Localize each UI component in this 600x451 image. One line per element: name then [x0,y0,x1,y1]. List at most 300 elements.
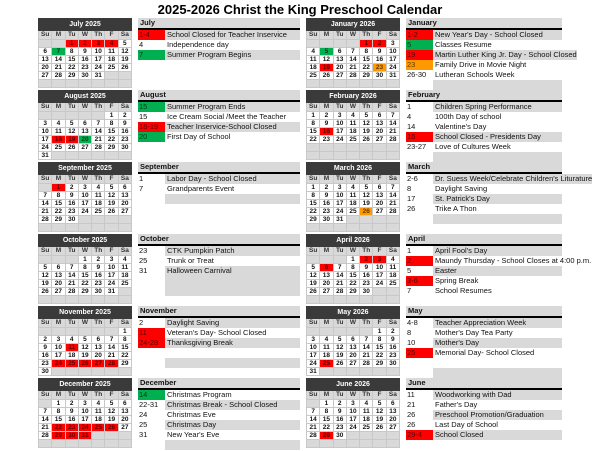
calendar-day-cell: 3 [333,112,346,120]
event-date [138,358,165,368]
event-description: First Day of School [167,132,231,141]
event-date: 29-4 [406,430,433,440]
calendar-day-cell: 7 [386,184,399,192]
calendar-day-cell [360,432,373,440]
event-list-title: September [138,162,300,174]
calendar-month-title: July 2025 [39,19,132,31]
calendar-day-cell: 6 [346,336,359,344]
calendar-day-cell: 2 [360,256,373,264]
calendar-header-row [307,379,400,391]
event-description [165,348,300,358]
calendar-day-cell: 1 [373,328,386,336]
calendar-day-cell: 15 [118,344,131,352]
calendar-header-row [307,19,400,31]
calendar-day-cell: 13 [78,128,91,136]
calendar-day-cell: 30 [65,432,78,440]
event-date: 22-31 [139,400,159,409]
event-date: 14 [407,122,416,131]
calendar-day-cell: 10 [78,192,91,200]
weekday-label: M [52,175,65,184]
calendar-day-cell [373,368,386,376]
calendar-day-cell: 11 [118,264,131,272]
calendar-day-cell: 7 [52,48,65,56]
calendar-week-row [307,352,400,360]
calendar-day-cell [360,440,373,448]
calendar-day-cell: 27 [333,72,346,80]
calendar-day-cell [333,368,346,376]
calendar-week-row [307,344,400,352]
event-description: Grandparents Event [167,184,235,193]
calendar-day-cell [346,152,359,160]
calendar-day-cell: 7 [307,408,320,416]
calendar-day-cell: 8 [78,264,91,272]
calendar-day-cell [320,328,333,336]
weekday-label: Sa [386,391,399,400]
calendar-week-row [39,432,132,440]
event-list-title: August [138,90,300,102]
calendar-day-cell: 24 [373,280,386,288]
calendar-week-row [307,424,400,432]
calendar-month-title: March 2026 [307,163,400,175]
calendar-week-row [307,40,400,48]
calendar-day-cell: 21 [39,208,52,216]
calendar-day-cell: 23 [65,424,78,432]
calendar-week-row [39,328,132,336]
weekday-label: Su [307,247,320,256]
calendar-day-cell: 2 [320,184,333,192]
calendar-day-cell [386,296,399,304]
event-description: Lutheran Schools Week [435,70,515,79]
event-row [138,390,300,400]
calendar-day-cell: 31 [105,288,118,296]
calendar-day-cell: 13 [386,408,399,416]
weekday-header-row [39,103,132,112]
calendar-day-cell: 30 [360,288,373,296]
weekday-label: Su [39,103,52,112]
calendar-day-cell [39,224,52,232]
weekday-label: Th [360,247,373,256]
calendar-day-cell: 26 [105,208,118,216]
calendar-day-cell: 16 [373,56,386,64]
calendar-day-cell: 12 [373,408,386,416]
calendar-day-cell [346,144,359,152]
calendar-month-title: April 2026 [307,235,400,247]
calendar-day-cell: 17 [333,200,346,208]
calendar-header-row [39,307,132,319]
calendar-day-cell [333,256,346,264]
calendar-day-cell: 1 [307,184,320,192]
event-list-april [406,234,592,304]
event-date: 26-30 [407,70,427,79]
calendar-day-cell: 24 [333,136,346,144]
event-row [138,112,300,122]
calendar-day-cell [118,288,131,296]
calendar-day-cell: 14 [92,128,105,136]
calendar-day-cell: 18 [118,272,131,280]
calendar-day-cell: 14 [386,120,399,128]
calendar-day-cell: 26 [360,208,373,216]
calendar-day-cell: 10 [52,344,65,352]
event-list-title: December [138,378,300,390]
weekday-label: Su [39,247,52,256]
calendar-day-cell: 24 [105,280,118,288]
event-description: Summer Program Ends [165,102,300,112]
weekday-label: F [105,391,118,400]
calendar-day-cell: 11 [307,56,320,64]
month-block-december [38,378,300,448]
event-date [138,440,165,450]
calendar-day-cell [386,432,399,440]
calendar-week-row [39,56,132,64]
calendar-day-cell: 15 [320,416,333,424]
weekday-label: M [52,103,65,112]
calendar-day-cell [105,224,118,232]
calendar-day-cell [307,144,320,152]
mini-calendar-april [306,234,400,304]
calendar-day-cell: 10 [307,344,320,352]
calendar-day-cell: 4 [346,184,359,192]
weekday-label: M [320,31,333,40]
calendar-day-cell: 21 [333,280,346,288]
calendar-week-row [307,360,400,368]
calendar-day-cell [373,288,386,296]
event-date: 7 [138,50,165,60]
calendar-day-cell: 12 [118,48,131,56]
calendar-week-row [39,120,132,128]
calendar-day-cell: 14 [346,56,359,64]
event-row [406,122,562,132]
event-description [165,358,300,368]
calendar-day-cell: 9 [360,264,373,272]
calendar-day-cell: 9 [39,344,52,352]
weekday-label: Su [39,175,52,184]
calendar-day-cell: 5 [360,184,373,192]
calendar-day-cell: 11 [65,344,78,352]
event-description [433,80,562,90]
calendar-day-cell: 9 [78,48,91,56]
calendar-day-cell: 26 [105,424,118,432]
event-list-february [406,90,562,160]
calendar-month-title: June 2026 [307,379,400,391]
calendar-day-cell: 30 [386,360,399,368]
calendar-day-cell [78,440,91,448]
calendar-day-cell: 6 [373,112,386,120]
calendar-day-cell [78,80,91,88]
calendar-day-cell: 11 [346,192,359,200]
mini-calendar-september [38,162,132,232]
calendar-day-cell: 15 [307,128,320,136]
calendar-day-cell: 5 [360,112,373,120]
event-list-title: June [406,378,562,390]
event-row [406,400,562,410]
calendar-month-title: September 2025 [39,163,132,175]
event-row [406,30,562,40]
calendar-week-row [307,72,400,80]
weekday-label: W [346,31,359,40]
calendar-day-cell [333,144,346,152]
calendar-week-row [307,224,400,232]
calendar-week-row [39,80,132,88]
weekday-label: W [346,175,359,184]
calendar-week-row [307,152,400,160]
calendar-day-cell: 15 [52,416,65,424]
calendar-day-cell: 21 [386,128,399,136]
calendar-day-cell: 7 [39,408,52,416]
event-list-december [138,378,300,448]
calendar-day-cell: 14 [65,272,78,280]
event-list-september [138,162,300,232]
calendar-day-cell [92,80,105,88]
event-description: St. Patrick's Day [433,194,562,204]
calendar-day-cell: 1 [52,184,65,192]
weekday-label: Tu [333,175,346,184]
calendar-header-row [307,235,400,247]
event-description: Daylight Saving [165,318,300,328]
event-row [138,328,300,338]
calendar-day-cell: 2 [78,40,91,48]
event-description: Labor Day - School Closed [165,174,300,184]
calendar-day-cell [307,440,320,448]
month-block-april [306,234,598,304]
calendar-day-cell [373,216,386,224]
calendar-day-cell [105,328,118,336]
calendar-day-cell [346,296,359,304]
weekday-label: Th [360,103,373,112]
weekday-header-row [39,391,132,400]
weekday-label: Tu [65,103,78,112]
calendar-day-cell [92,152,105,160]
mini-calendar-may [306,306,400,376]
calendar-day-cell: 18 [65,352,78,360]
weekday-label: W [78,247,91,256]
calendar-day-cell: 25 [320,360,333,368]
weekday-label: Tu [65,247,78,256]
calendar-day-cell: 7 [333,264,346,272]
calendar-day-cell: 17 [333,128,346,136]
calendar-week-row [307,280,400,288]
month-block-march [306,162,598,232]
calendar-day-cell [105,440,118,448]
calendar-week-row [307,80,400,88]
calendar-day-cell: 3 [386,40,399,48]
calendar-day-cell [360,216,373,224]
calendar-week-row [39,344,132,352]
event-date: 2-6 [407,174,418,183]
event-date [406,358,433,368]
calendar-day-cell: 15 [346,272,359,280]
calendar-day-cell: 2 [333,400,346,408]
calendar-day-cell [320,144,333,152]
calendar-day-cell: 3 [333,184,346,192]
event-row [406,266,562,276]
event-row [406,132,562,142]
mini-calendar-october [38,234,132,304]
calendar-day-cell: 8 [307,120,320,128]
calendar-day-cell [360,144,373,152]
calendar-day-cell: 22 [65,64,78,72]
event-row [138,102,300,112]
mini-calendar-july [38,18,132,88]
weekday-label: Tu [333,31,346,40]
calendar-day-cell: 19 [39,280,52,288]
calendar-day-cell: 19 [320,64,333,72]
event-date: 5 [406,40,433,50]
calendar-day-cell: 3 [346,400,359,408]
calendar-day-cell: 8 [105,120,118,128]
calendar-day-cell: 6 [386,400,399,408]
calendar-day-cell: 17 [78,200,91,208]
event-description: Dr. Suess Week/Celebrate Children's Liturature [435,174,593,183]
calendar-day-cell: 5 [118,40,131,48]
calendar-day-cell [78,328,91,336]
calendar-day-cell: 17 [386,56,399,64]
event-description: Teacher Inservice-School Closed [165,122,300,132]
event-row [138,132,300,142]
calendar-day-cell: 24 [92,64,105,72]
event-row [138,420,300,430]
calendar-day-cell [118,72,131,80]
calendar-day-cell: 14 [360,344,373,352]
calendar-week-row [307,328,400,336]
calendar-day-cell: 10 [333,192,346,200]
weekday-label: Sa [386,319,399,328]
calendar-day-cell: 17 [373,272,386,280]
calendar-day-cell: 8 [65,48,78,56]
month-block-november [38,306,300,376]
weekday-label: Th [92,175,105,184]
calendar-day-cell [307,256,320,264]
calendar-day-cell: 9 [320,120,333,128]
calendar-week-row [39,144,132,152]
event-description: Trike A Thon [435,204,477,213]
calendar-day-cell: 5 [105,184,118,192]
calendar-day-cell: 1 [360,40,373,48]
calendar-day-cell [92,368,105,376]
calendar-day-cell: 15 [65,56,78,64]
calendar-day-cell: 3 [105,256,118,264]
calendar-day-cell: 19 [333,352,346,360]
weekday-label: Su [307,175,320,184]
weekday-label: F [105,319,118,328]
calendar-day-cell [52,152,65,160]
calendar-day-cell: 25 [92,424,105,432]
weekday-label: Th [92,31,105,40]
calendar-day-cell: 4 [65,336,78,344]
event-row [138,122,300,132]
left-column [38,18,300,450]
event-list-title: October [138,234,300,246]
calendar-day-cell: 12 [105,192,118,200]
calendar-day-cell [92,112,105,120]
event-date [138,348,165,358]
weekday-label: F [373,175,386,184]
event-row [138,440,300,450]
weekday-label: Th [92,103,105,112]
calendar-day-cell [52,80,65,88]
calendar-day-cell: 8 [346,264,359,272]
weekday-label: Sa [118,391,131,400]
calendar-day-cell: 17 [307,352,320,360]
calendar-day-cell: 28 [92,144,105,152]
calendar-day-cell: 5 [333,336,346,344]
calendar-day-cell: 19 [118,56,131,64]
weekday-label: M [52,319,65,328]
weekday-label: Sa [386,175,399,184]
calendar-day-cell: 10 [78,408,91,416]
calendar-day-cell: 27 [320,288,333,296]
calendar-day-cell: 28 [386,136,399,144]
calendar-day-cell: 27 [52,288,65,296]
event-list-june [406,378,562,448]
weekday-label: Tu [333,319,346,328]
calendar-day-cell [307,328,320,336]
calendar-day-cell [320,368,333,376]
calendar-day-cell [118,224,131,232]
calendar-day-cell: 12 [307,272,320,280]
calendar-week-row [307,208,400,216]
weekday-label: W [78,31,91,40]
weekday-label: Su [307,103,320,112]
event-list-title: April [406,234,562,246]
event-list-title: July [138,18,300,30]
calendar-day-cell: 21 [360,352,373,360]
calendar-day-cell: 12 [360,120,373,128]
calendar-month-title: December 2025 [39,379,132,391]
calendar-day-cell: 21 [92,136,105,144]
calendar-day-cell: 28 [386,208,399,216]
calendar-day-cell: 10 [346,408,359,416]
weekday-label: Th [360,391,373,400]
calendar-week-row [307,64,400,72]
calendar-day-cell: 6 [52,264,65,272]
calendar-day-cell [333,152,346,160]
event-row [406,430,562,440]
calendar-day-cell: 12 [105,408,118,416]
calendar-day-cell: 13 [346,344,359,352]
weekday-header-row [39,175,132,184]
event-description: CTK Pumpkin Patch [165,246,300,256]
calendar-day-cell: 25 [307,72,320,80]
calendar-day-cell: 26 [320,72,333,80]
calendar-day-cell [78,152,91,160]
calendar-day-cell: 2 [65,184,78,192]
calendar-day-cell [360,80,373,88]
calendar-day-cell: 23 [65,208,78,216]
calendar-day-cell: 16 [360,272,373,280]
calendar-day-cell: 20 [346,352,359,360]
calendar-day-cell: 29 [373,360,386,368]
calendar-day-cell [92,432,105,440]
calendar-day-cell: 3 [92,40,105,48]
calendar-day-cell: 23 [320,208,333,216]
calendar-day-cell: 8 [360,48,373,56]
calendar-day-cell: 26 [360,136,373,144]
calendar-day-cell [52,296,65,304]
calendar-day-cell [307,400,320,408]
event-date: 23 [139,246,148,255]
calendar-week-row [307,368,400,376]
month-block-september [38,162,300,232]
calendar-week-row [307,288,400,296]
calendar-day-cell: 15 [78,272,91,280]
calendar-day-cell: 21 [105,352,118,360]
calendar-day-cell: 24 [386,64,399,72]
event-list-title: May [406,306,562,318]
event-row [406,286,562,296]
calendar-day-cell: 28 [65,288,78,296]
weekday-label: Su [39,31,52,40]
calendar-day-cell: 12 [39,272,52,280]
